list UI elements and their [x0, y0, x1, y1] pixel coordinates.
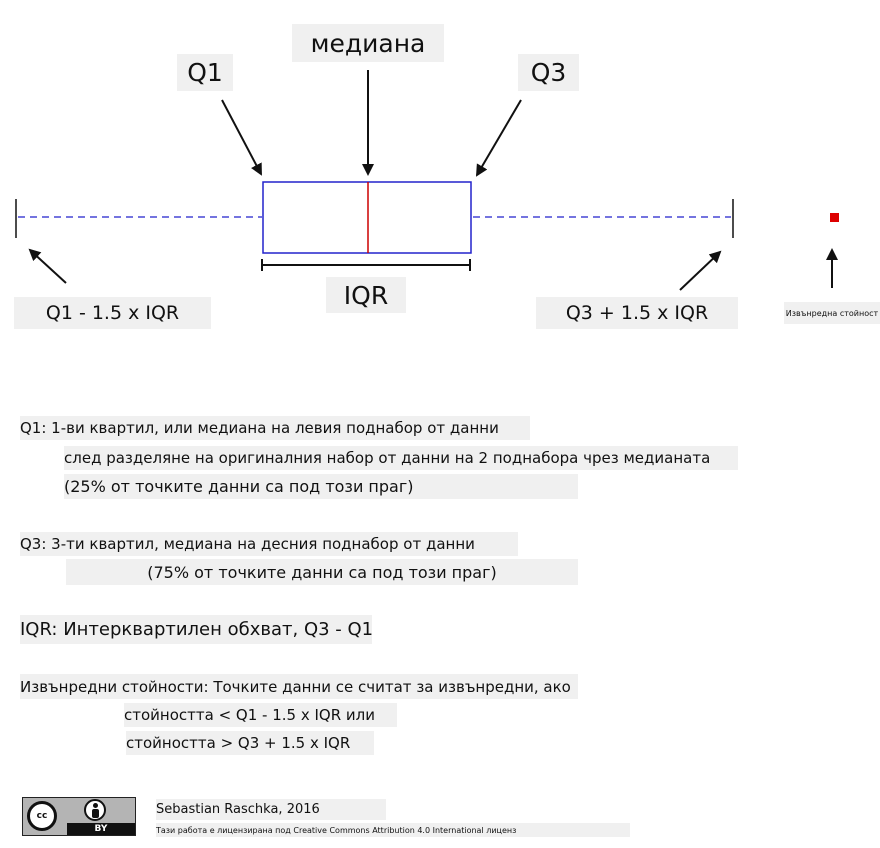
- iqr-definition: IQR: Интерквартилен обхват, Q3 - Q1: [20, 615, 372, 644]
- upper-whisker-label: Q3 + 1.5 x IQR: [536, 297, 738, 329]
- q1-label: Q1: [177, 54, 233, 91]
- outlier-point: [830, 213, 839, 222]
- footer-license: Тази работа е лицензирана под Creative Commons Attribution 4.0 International лиценз: [156, 823, 630, 837]
- iqr-label: IQR: [326, 277, 406, 313]
- q3-label: Q3: [518, 54, 579, 91]
- lower-whisker-arrow: [30, 250, 66, 283]
- lower-whisker-label: Q1 - 1.5 x IQR: [14, 297, 211, 329]
- outlier-label: Извънредна стойност: [784, 302, 880, 324]
- outliers-definition-line2: стойността < Q1 - 1.5 x IQR или: [124, 703, 397, 727]
- upper-whisker-arrow: [680, 252, 720, 290]
- q3-definition-line2: (75% от точките данни са под този праг): [66, 559, 578, 585]
- by-label: BY: [67, 823, 135, 835]
- outliers-definition-line3: стойността > Q3 + 1.5 x IQR: [126, 731, 374, 755]
- iqr-box: [263, 182, 471, 253]
- cc-by-badge-icon: [22, 797, 136, 836]
- q1-definition-line1: Q1: 1-ви квартил, или медиана на левия поднабор от данни: [20, 416, 530, 440]
- outliers-definition-line1: Извънредни стойности: Точките данни се считат за извънредни, ако: [20, 674, 578, 699]
- person-icon: [84, 799, 106, 821]
- q1-definition-line2: след разделяне на оригиналния набор от данни на 2 поднабора чрез медианата: [64, 446, 738, 470]
- q1-arrow: [222, 100, 261, 174]
- q3-definition-line1: Q3: 3-ти квартил, медиана на десния поднабор от данни: [20, 532, 518, 556]
- footer-author: Sebastian Raschka, 2016: [156, 799, 386, 820]
- q3-arrow: [477, 100, 521, 175]
- q1-definition-line3: (25% от точките данни са под този праг): [64, 474, 578, 499]
- cc-icon: cc: [27, 801, 57, 831]
- median-label: медиана: [292, 24, 444, 62]
